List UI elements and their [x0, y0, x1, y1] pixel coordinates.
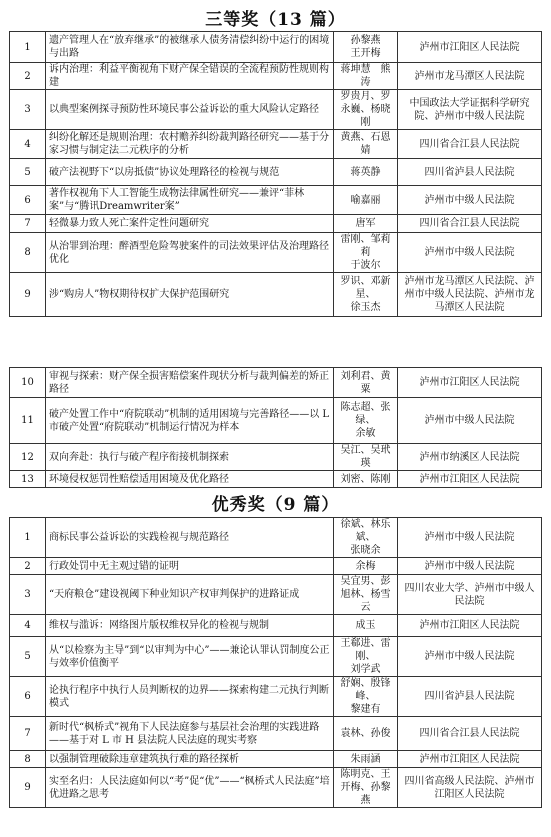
paper-title: 涉“购房人”物权期待权扩大保护范围研究: [46, 273, 334, 317]
authors: 余梅: [334, 558, 398, 575]
organization: 泸州市中级人民法院: [398, 186, 542, 215]
paper-title: 破产处置工作中“府院联动”机制的适用困境与完善路径——以 L 市破产处置“府院联动”机制运行情况为样本: [46, 398, 334, 444]
table-row: [10, 677, 542, 717]
paper-title: 论执行程序中执行人员判断权的边界——探索构建二元执行判断模式: [46, 677, 334, 717]
paper-title: 维权与滥诉：网络图片版权维权异化的检视与规制: [46, 615, 334, 637]
row-number: 8: [10, 233, 46, 273]
table-row: [10, 751, 542, 768]
row-number: 3: [10, 90, 46, 130]
authors: 罗贵月、罗永巍、杨晓刚: [334, 90, 398, 130]
table-row: [10, 444, 542, 471]
table-row: [10, 233, 542, 273]
organization: 泸州市中级人民法院: [398, 233, 542, 273]
organization: 四川省合江县人民法院: [398, 215, 542, 233]
organization: 泸州市中级人民法院: [398, 558, 542, 575]
organization: 四川省高级人民法院、泸州市江阳区人民法院: [398, 768, 542, 808]
row-number: 2: [10, 558, 46, 575]
authors: 朱雨涵: [334, 751, 398, 768]
paper-title: 以典型案例探寻预防性环境民事公益诉讼的重大风险认定路径: [46, 90, 334, 130]
organization: 中国政法大学证据科学研究院、泸州市中级人民法院: [398, 90, 542, 130]
table-row: [10, 471, 542, 488]
paper-title: 轻微暴力致人死亡案件定性问题研究: [46, 215, 334, 233]
organization: 泸州市中级人民法院: [398, 398, 542, 444]
authors: 蒋英静: [334, 159, 398, 186]
table-row: [10, 615, 542, 637]
paper-title: 破产法视野下“以房抵债”协议处理路径的检视与规范: [46, 159, 334, 186]
row-number: 7: [10, 215, 46, 233]
authors: 吴江、吴玳瑛: [334, 444, 398, 471]
row-number: 6: [10, 186, 46, 215]
organization: 泸州市中级人民法院: [398, 637, 542, 677]
paper-title: 实至名归：人民法庭如何以“考”促“优”——“枫桥式人民法庭”培优进路之思考: [46, 768, 334, 808]
table-row: [10, 518, 542, 558]
row-number: 8: [10, 751, 46, 768]
authors: 刘密、陈刚: [334, 471, 398, 488]
row-number: 13: [10, 471, 46, 488]
organization: 泸州市江阳区人民法院: [398, 471, 542, 488]
authors: 袁林、孙俊: [334, 717, 398, 751]
authors: 刘利君、黄粟: [334, 368, 398, 398]
authors: 徐斌、林乐斌、 张晓余: [334, 518, 398, 558]
organization: 四川省合江县人民法院: [398, 130, 542, 159]
organization: 泸州市中级人民法院: [398, 518, 542, 558]
table-row: [10, 558, 542, 575]
authors: 黄燕、石恩婧: [334, 130, 398, 159]
organization: 四川农业大学、泸州市中级人民法院: [398, 575, 542, 615]
paper-title: 行政处罚中无主观过错的证明: [46, 558, 334, 575]
organization: 四川省合江县人民法院: [398, 717, 542, 751]
table-row: [10, 398, 542, 444]
row-number: 9: [10, 273, 46, 317]
table-row: [10, 63, 542, 90]
table-row: [10, 575, 542, 615]
table-row: [10, 273, 542, 317]
row-number: 9: [10, 768, 46, 808]
organization: 泸州市纳溪区人民法院: [398, 444, 542, 471]
authors: 吴宜男、彭旭林、杨雪云: [334, 575, 398, 615]
paper-title: 环境侵权惩罚性赔偿适用困境及优化路径: [46, 471, 334, 488]
row-number: 12: [10, 444, 46, 471]
table-row: [10, 90, 542, 130]
row-number: 3: [10, 575, 46, 615]
organization: 泸州市江阳区人民法院: [398, 32, 542, 63]
table-row: [10, 32, 542, 63]
table-row: [10, 159, 542, 186]
table-row: [10, 768, 542, 808]
row-number: 6: [10, 677, 46, 717]
organization: 泸州市龙马潭区人民法院: [398, 63, 542, 90]
section-title-third-prize: 三等奖（13 篇）: [205, 10, 346, 30]
paper-title: “天府粮仓”建设视阈下种业知识产权审判保护的进路证成: [46, 575, 334, 615]
paper-title: 以强制管理破除违章建筑执行难的路径探析: [46, 751, 334, 768]
row-number: 4: [10, 130, 46, 159]
authors: 蒋坤慧 熊涛: [334, 63, 398, 90]
table-row: [10, 215, 542, 233]
authors: 王郗进、雷刚、 刘学武: [334, 637, 398, 677]
section-title-excellence-prize: 优秀奖（9 篇）: [211, 495, 340, 515]
row-number: 2: [10, 63, 46, 90]
row-number: 4: [10, 615, 46, 637]
table-row: [10, 637, 542, 677]
table-row: [10, 368, 542, 398]
paper-title: 双向奔赴：执行与破产程序衔接机制探索: [46, 444, 334, 471]
authors: 雷刚、邹莉莉 于波尔: [334, 233, 398, 273]
organization: 四川省泸县人民法院: [398, 159, 542, 186]
third-prize-table-part2: [9, 367, 542, 488]
organization: 四川省泸县人民法院: [398, 677, 542, 717]
paper-title: 从“以检察为主导”到“以审判为中心”——兼论认罪认罚制度公正与效率价值衡平: [46, 637, 334, 677]
authors: 唐军: [334, 215, 398, 233]
authors: 成玉: [334, 615, 398, 637]
paper-title: 审视与探索：财产保全损害赔偿案件现状分析与裁判偏差的矫正路径: [46, 368, 334, 398]
paper-title: 纠纷化解还是规则治理：农村赡养纠纷裁判路径研究——基于分家习惯与制定法二元秩序的分析: [46, 130, 334, 159]
excellence-prize-table: [9, 517, 542, 808]
row-number: 5: [10, 637, 46, 677]
paper-title: 诉内治理：利益平衡视角下财产保全错误的全流程预防性规则构建: [46, 63, 334, 90]
authors: 舒娴、殷锋峰、 黎建有: [334, 677, 398, 717]
third-prize-table-part1: [9, 31, 542, 317]
organization: 泸州市龙马潭区人民法院、泸州市中级人民法院、泸州市龙马潭区人民法院: [398, 273, 542, 317]
paper-title: 新时代“枫桥式”视角下人民法庭参与基层社会治理的实践进路——基于对 L 市 H 县法院人民法庭的现实考察: [46, 717, 334, 751]
organization: 泸州市江阳区人民法院: [398, 615, 542, 637]
row-number: 1: [10, 518, 46, 558]
authors: 孙黎燕 王开梅: [334, 32, 398, 63]
row-number: 5: [10, 159, 46, 186]
authors: 陈志超、张绿、 余敏: [334, 398, 398, 444]
authors: 罗识、邓新星、 徐玉杰: [334, 273, 398, 317]
authors: 喻嘉丽: [334, 186, 398, 215]
organization: 泸州市江阳区人民法院: [398, 368, 542, 398]
table-row: [10, 717, 542, 751]
paper-title: 从治罪到治理：醉酒型危险驾驶案件的司法效果评估及治理路径优化: [46, 233, 334, 273]
authors: 陈明克、王开梅、孙黎燕: [334, 768, 398, 808]
paper-title: 商标民事公益诉讼的实践检视与规范路径: [46, 518, 334, 558]
row-number: 11: [10, 398, 46, 444]
row-number: 7: [10, 717, 46, 751]
row-number: 10: [10, 368, 46, 398]
table-row: [10, 130, 542, 159]
organization: 泸州市江阳区人民法院: [398, 751, 542, 768]
paper-title: 遗产管理人在“放弃继承”的被继承人债务清偿纠纷中运行的困境与出路: [46, 32, 334, 63]
table-row: [10, 186, 542, 215]
paper-title: 著作权视角下人工智能生成物法律属性研究——兼评“菲林案”与“腾讯Dreamwriter案”: [46, 186, 334, 215]
row-number: 1: [10, 32, 46, 63]
